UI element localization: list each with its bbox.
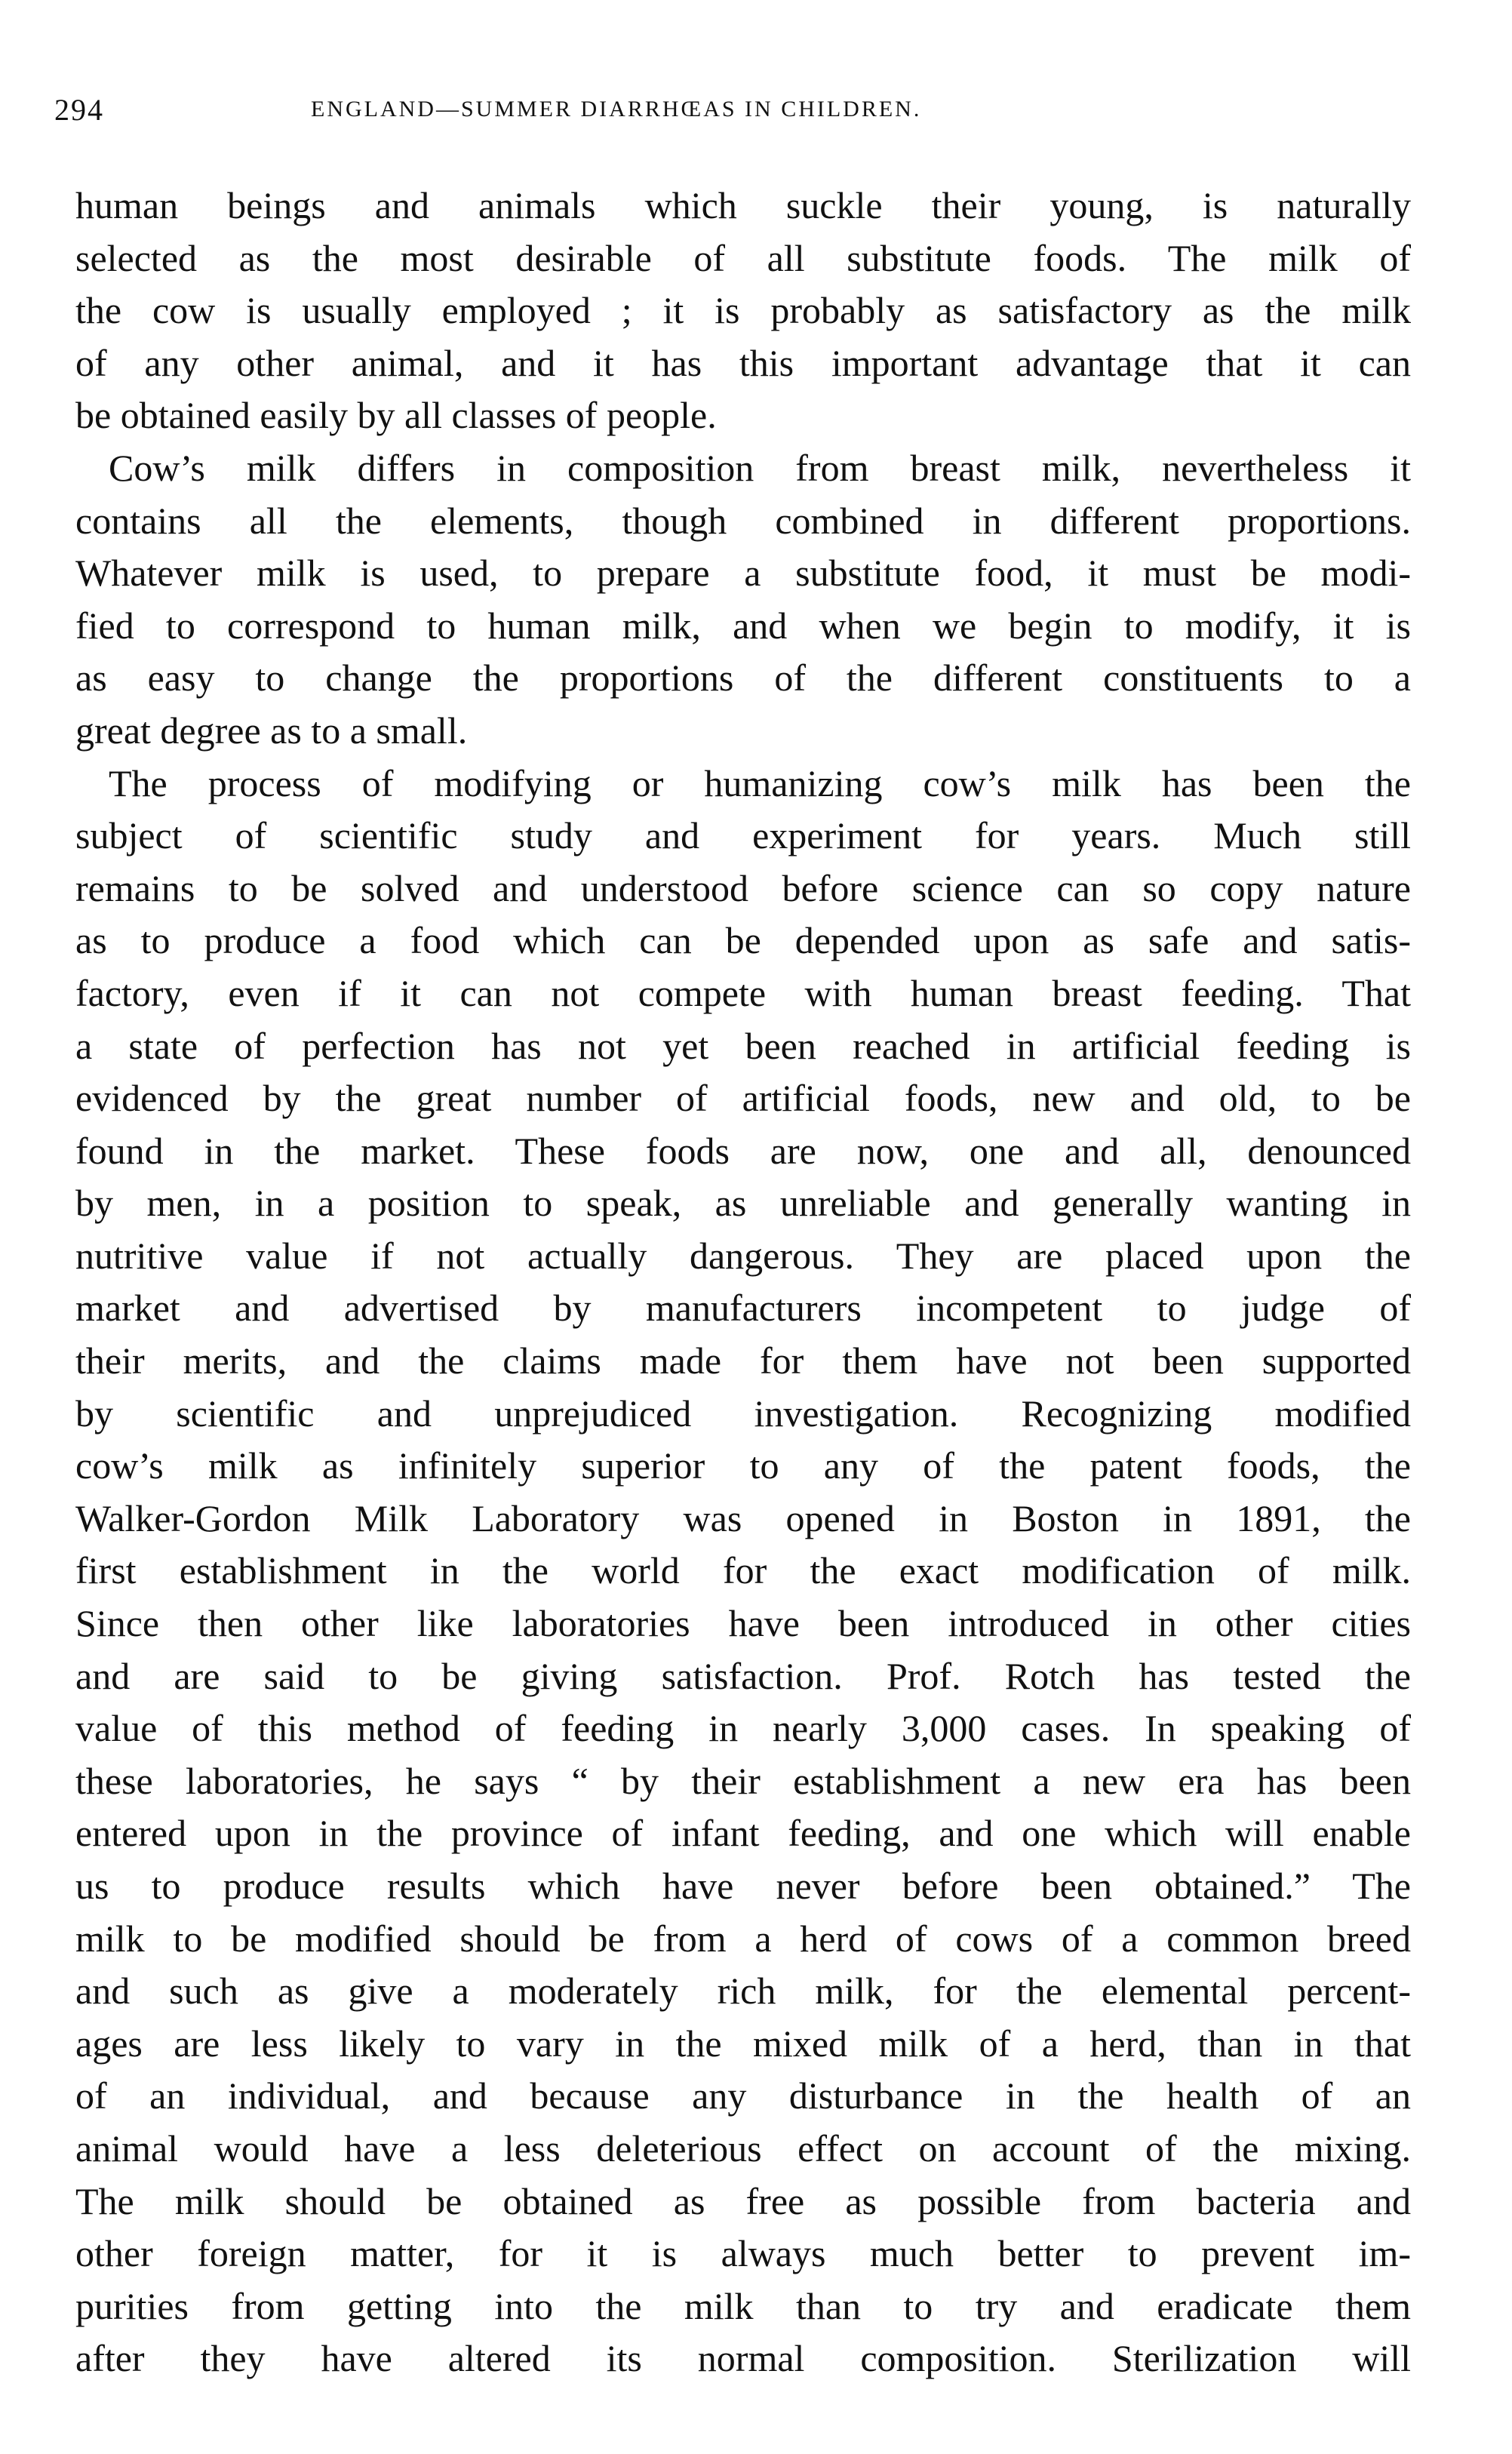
text-line: first establishment in the world for the exact modification of milk.	[75, 1549, 1411, 1592]
text-line: other foreign matter, for it is always much better to prevent im-	[75, 2232, 1411, 2275]
text-line: subject of scientific study and experiment for years. Much still	[75, 814, 1411, 857]
text-line: Walker-Gordon Milk Laboratory was opened in Boston in 1891, the	[75, 1496, 1411, 1539]
text-line: purities from getting into the milk than to try and eradicate them	[75, 2284, 1411, 2327]
text-line: remains to be solved and understood before science can so copy nature	[75, 866, 1411, 909]
text-line: their merits, and the claims made for them have not been supported	[75, 1339, 1411, 1382]
text-line: after they have altered its normal composition. Sterilization will	[75, 2337, 1411, 2380]
text-line: Since then other like laboratories have been introduced in other cities	[75, 1602, 1411, 1645]
page-number: 294	[54, 93, 104, 127]
text-line: The process of modifying or humanizing cow’s milk has been the	[109, 761, 1411, 804]
text-line: contains all the elements, though combined in different proportions.	[75, 499, 1411, 542]
text-line: entered upon in the province of infant feeding, and one which will enable	[75, 1812, 1411, 1855]
text-line: as to produce a food which can be depended upon as safe and satis-	[75, 919, 1411, 962]
text-line: Whatever milk is used, to prepare a substitute food, it must be modi-	[75, 552, 1411, 595]
text-line: cow’s milk as infinitely superior to any of the patent foods, the	[75, 1444, 1411, 1487]
text-line: nutritive value if not actually dangerous. They are placed upon the	[75, 1234, 1411, 1277]
text-line: The milk should be obtained as free as possible from bacteria and	[75, 2179, 1411, 2222]
text-line: a state of perfection has not yet been reached in artificial feeding is	[75, 1024, 1411, 1067]
text-line: as easy to change the proportions of the different constituents to a	[75, 657, 1411, 700]
text-line: Cow’s milk differs in composition from breast milk, nevertheless it	[109, 446, 1411, 489]
text-line: selected as the most desirable of all substitute foods. The milk of	[75, 236, 1411, 279]
text-line: ages are less likely to vary in the mixed milk of a herd, than in that	[75, 2022, 1411, 2065]
text-line: be obtained easily by all classes of people.	[75, 394, 717, 437]
text-line: these laboratories, he says “ by their establishment a new era has been	[75, 1759, 1411, 1802]
text-line: milk to be modified should be from a herd of cows of a common breed	[75, 1917, 1411, 1960]
text-line: by men, in a position to speak, as unreliable and generally wanting in	[75, 1182, 1411, 1225]
text-line: great degree as to a small.	[75, 709, 468, 752]
text-line: market and advertised by manufacturers incompetent to judge of	[75, 1287, 1411, 1330]
text-line: and such as give a moderately rich milk, for the elemental percent-	[75, 1970, 1411, 2013]
text-line: evidenced by the great number of artificial foods, new and old, to be	[75, 1077, 1411, 1120]
running-title: ENGLAND—SUMMER DIARRHŒAS IN CHILDREN.	[311, 97, 922, 121]
running-head	[54, 92, 1397, 137]
text-line: us to produce results which have never before been obtained.” The	[75, 1865, 1411, 1907]
text-line: of an individual, and because any disturbance in the health of an	[75, 2074, 1411, 2117]
text-line: human beings and animals which suckle their young, is naturally	[75, 184, 1411, 226]
text-line: fied to correspond to human milk, and when we begin to modify, it is	[75, 604, 1411, 647]
text-line: factory, even if it can not compete with human breast feeding. That	[75, 971, 1411, 1014]
text-line: of any other animal, and it has this important advantage that it can	[75, 341, 1411, 384]
text-line: and are said to be giving satisfaction. Prof. Rotch has tested the	[75, 1654, 1411, 1697]
text-line: the cow is usually employed ; it is probably as satisfactory as the milk	[75, 289, 1411, 332]
body-text	[75, 180, 1411, 2385]
text-line: animal would have a less deleterious effect on account of the mixing.	[75, 2126, 1411, 2170]
text-line: found in the market. These foods are now, one and all, denounced	[75, 1129, 1411, 1172]
text-line: value of this method of feeding in nearly 3,000 cases. In speaking of	[75, 1707, 1411, 1750]
text-line: by scientific and unprejudiced investigation. Recognizing modified	[75, 1392, 1411, 1435]
